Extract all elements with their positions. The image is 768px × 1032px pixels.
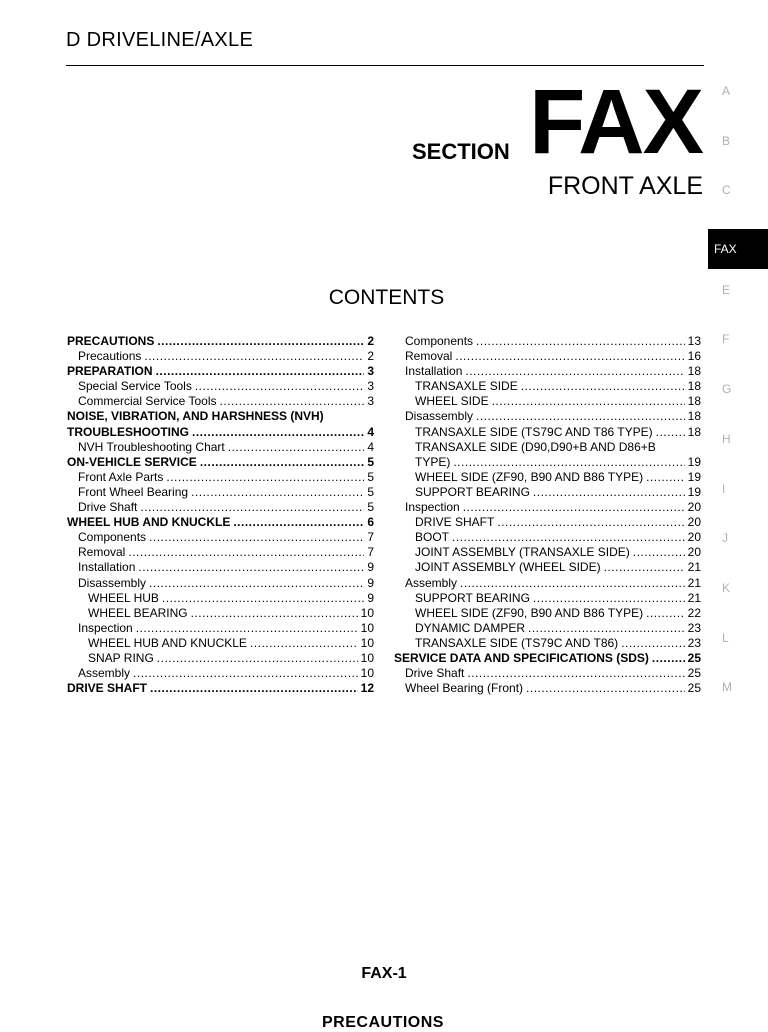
toc-entry-title: Disassembly	[78, 575, 147, 590]
toc-entry-page: 23	[687, 620, 701, 635]
toc-dot-leader	[646, 470, 685, 485]
toc-entry-page: 5	[367, 484, 374, 499]
header-title: D DRIVELINE/AXLE	[66, 29, 254, 51]
toc-entry-title: SUPPORT BEARING	[415, 590, 530, 605]
toc-entry[interactable]	[394, 545, 701, 560]
toc-dot-leader	[633, 545, 685, 560]
toc-entry[interactable]	[394, 440, 701, 455]
toc-entry-title: Assembly	[405, 575, 458, 590]
toc-entry[interactable]	[67, 394, 374, 409]
toc-entry-page: 21	[687, 590, 701, 605]
toc-dot-leader	[533, 485, 685, 500]
toc-entry-title: DYNAMIC DAMPER	[415, 620, 526, 635]
page-number: FAX-1	[361, 965, 407, 982]
toc-dot-leader	[133, 666, 358, 681]
toc-entry-title: Inspection	[78, 620, 133, 635]
toc-entry[interactable]	[67, 485, 374, 500]
toc-entry-page: 19	[687, 454, 701, 469]
toc-entry-title: BOOT	[415, 530, 450, 545]
toc-entry[interactable]	[67, 666, 374, 681]
toc-entry-page: 25	[687, 666, 701, 681]
toc-entry-page: 3	[367, 379, 374, 394]
toc-entry-title: WHEEL HUB AND KNUCKLE	[88, 635, 247, 650]
section-tab-h[interactable]: H	[722, 431, 731, 446]
toc-entry-title: WHEEL HUB AND KNUCKLE	[67, 515, 231, 530]
toc-dot-leader	[533, 591, 685, 606]
toc-entry-page: 13	[687, 334, 701, 348]
toc-dot-leader	[652, 651, 685, 666]
toc-entry-title: PRECAUTIONS	[67, 334, 155, 348]
contents-title: CONTENTS	[328, 286, 445, 309]
toc-entry[interactable]	[394, 576, 701, 591]
section-tab-m[interactable]: M	[722, 680, 732, 695]
toc-entry-page: 21	[687, 575, 701, 590]
toc-entry-title: SNAP RING	[88, 650, 154, 665]
toc-entry[interactable]	[394, 394, 701, 409]
section-index-tabs	[708, 80, 768, 726]
toc-dot-leader	[465, 364, 684, 379]
toc-entry-title: Precautions	[78, 349, 142, 364]
toc-dot-leader	[136, 621, 358, 636]
toc-entry[interactable]	[67, 379, 374, 394]
toc-entry[interactable]	[394, 500, 701, 515]
toc-entry-page: 18	[687, 409, 701, 424]
toc-entry-title: Commercial Service Tools	[78, 394, 217, 409]
toc-dot-leader	[157, 334, 364, 349]
toc-entry-page: 19	[687, 484, 701, 499]
toc-entry-page: 20	[687, 500, 701, 515]
toc-entry[interactable]	[67, 576, 374, 591]
toc-entry-title: JOINT ASSEMBLY (WHEEL SIDE)	[415, 560, 601, 575]
toc-dot-leader	[492, 394, 685, 409]
toc-entry-page: 23	[687, 635, 701, 650]
toc-entry[interactable]	[67, 500, 374, 515]
toc-entry-page: 10	[360, 620, 374, 635]
toc-entry-page: 10	[360, 635, 374, 650]
section-tab-g[interactable]: G	[722, 382, 732, 397]
toc-entry[interactable]	[394, 606, 701, 621]
toc-entry[interactable]	[67, 515, 374, 530]
toc-entry-page: 7	[367, 530, 374, 545]
toc-entry[interactable]	[394, 651, 701, 666]
toc-entry-page: 6	[367, 515, 374, 530]
toc-entry-title: JOINT ASSEMBLY (TRANSAXLE SIDE)	[415, 545, 630, 560]
toc-entry-title: Components	[78, 530, 147, 545]
toc-entry-page: 12	[360, 681, 374, 696]
toc-dot-leader	[191, 485, 364, 500]
toc-entry[interactable]	[67, 681, 374, 696]
toc-dot-leader	[604, 560, 685, 575]
toc-entry-title: DRIVE SHAFT	[415, 515, 495, 530]
toc-dot-leader	[233, 515, 364, 530]
section-title: FRONT AXLE	[547, 172, 703, 200]
toc-entry[interactable]	[394, 621, 701, 636]
toc-entry[interactable]	[394, 334, 701, 349]
toc-entry-title: WHEEL BEARING	[88, 605, 188, 620]
toc-entry-title: SERVICE DATA AND SPECIFICATIONS (SDS)	[394, 650, 649, 665]
toc-entry-title: TROUBLESHOOTING	[67, 424, 189, 439]
toc-entry-page: 2	[367, 349, 374, 364]
toc-entry-page: 21	[687, 560, 701, 575]
section-tab-fax[interactable]: FAX	[708, 229, 768, 269]
toc-entry-page: 25	[687, 681, 701, 696]
toc-dot-leader	[460, 576, 685, 591]
toc-entry-page: 4	[367, 424, 374, 439]
toc-entry-page: 9	[367, 590, 374, 605]
toc-entry-title: WHEEL SIDE (ZF90, B90 AND B86 TYPE)	[415, 605, 644, 620]
toc-left-column	[67, 334, 374, 696]
toc-dot-leader	[656, 425, 685, 440]
toc-entry-title: Drive Shaft	[405, 666, 465, 681]
toc-entry-page: 19	[687, 469, 701, 484]
toc-entry[interactable]	[67, 545, 374, 560]
toc-dot-leader	[452, 530, 685, 545]
toc-entry-title: Inspection	[405, 500, 460, 515]
toc-dot-leader	[463, 500, 685, 515]
toc-entry[interactable]	[394, 636, 701, 651]
toc-dot-leader	[453, 455, 684, 470]
toc-entry-title: Disassembly	[405, 409, 474, 424]
toc-dot-leader	[156, 364, 365, 379]
toc-entry[interactable]	[394, 470, 701, 485]
toc-dot-leader	[526, 681, 685, 696]
section-tab-b[interactable]: B	[722, 133, 731, 148]
section-tab-a[interactable]: A	[722, 84, 731, 98]
toc-entry[interactable]	[67, 455, 374, 470]
toc-entry-title: Special Service Tools	[78, 379, 192, 394]
toc-entry-page: 3	[367, 394, 374, 409]
section-tab-k[interactable]: K	[722, 580, 731, 595]
toc-dot-leader	[195, 379, 364, 394]
toc-entry[interactable]	[394, 515, 701, 530]
toc-entry-page: 22	[687, 605, 701, 620]
toc-entry-page: 16	[687, 349, 701, 364]
toc-entry[interactable]	[394, 425, 701, 440]
toc-entry[interactable]	[67, 349, 374, 364]
toc-entry-page: 4	[367, 439, 374, 454]
toc-entry-title: NOISE, VIBRATION, AND HARSHNESS (NVH)	[67, 409, 324, 424]
toc-entry[interactable]	[394, 485, 701, 500]
toc-dot-leader	[250, 636, 358, 651]
toc-entry-title: Front Axle Parts	[78, 469, 164, 484]
toc-dot-leader	[149, 530, 364, 545]
toc-entry-title: Components	[405, 334, 474, 348]
toc-entry-title: DRIVE SHAFT	[67, 681, 148, 696]
toc-entry-title: TRANSAXLE SIDE (D90,D90+B AND D86+B	[415, 439, 656, 454]
toc-dot-leader	[455, 349, 684, 364]
toc-entry[interactable]	[67, 364, 374, 379]
toc-dot-leader	[497, 515, 684, 530]
toc-entry[interactable]	[394, 591, 701, 606]
toc-entry-page: 9	[367, 575, 374, 590]
toc-dot-leader	[191, 606, 358, 621]
toc-entry-page: 18	[687, 364, 701, 379]
toc-dot-leader	[621, 636, 684, 651]
toc-entry-title: WHEEL HUB	[88, 590, 159, 605]
toc-entry-title: Removal	[405, 349, 453, 364]
toc-entry-page: 20	[687, 545, 701, 560]
toc-entry[interactable]	[67, 651, 374, 666]
toc-dot-leader	[192, 425, 364, 440]
toc-entry-title: Installation	[78, 560, 136, 575]
toc-entry-page: 7	[367, 545, 374, 560]
section-tab-e[interactable]: E	[722, 282, 731, 297]
toc-entry-page: 18	[687, 379, 701, 394]
toc-entry-page: 5	[367, 500, 374, 515]
toc-entry-page: 20	[687, 515, 701, 530]
toc-entry-title: TYPE)	[415, 454, 451, 469]
toc-entry-title: TRANSAXLE SIDE	[415, 379, 518, 394]
toc-entry[interactable]	[67, 606, 374, 621]
toc-dot-leader	[476, 334, 685, 349]
toc-entry[interactable]	[67, 530, 374, 545]
toc-dot-leader	[149, 576, 364, 591]
toc-dot-leader	[659, 440, 698, 455]
toc-entry-page: 18	[687, 394, 701, 409]
toc-entry[interactable]	[67, 621, 374, 636]
toc-entry[interactable]	[394, 455, 701, 470]
toc-entry-title: WHEEL SIDE	[415, 394, 489, 409]
toc-entry-page: 9	[367, 560, 374, 575]
toc-right-column	[394, 334, 701, 696]
toc-entry[interactable]	[394, 379, 701, 394]
toc-entry-title: NVH Troubleshooting Chart	[78, 439, 225, 454]
toc-entry-title: Removal	[78, 545, 126, 560]
toc-entry-page: 20	[687, 530, 701, 545]
toc-entry[interactable]	[394, 530, 701, 545]
toc-dot-leader	[646, 606, 685, 621]
section-tab-l[interactable]: L	[722, 630, 729, 645]
toc-entry[interactable]	[394, 560, 701, 575]
toc-entry-page: 10	[360, 666, 374, 681]
toc-dot-leader	[140, 500, 364, 515]
toc-dot-leader	[166, 470, 364, 485]
toc-entry-title: TRANSAXLE SIDE (TS79C AND T86 TYPE)	[415, 424, 653, 439]
toc-dot-leader	[521, 379, 685, 394]
toc-entry-page: 2	[367, 334, 374, 348]
toc-entry[interactable]	[67, 591, 374, 606]
toc-dot-leader	[467, 666, 684, 681]
toc-entry[interactable]	[67, 470, 374, 485]
toc-entry[interactable]	[67, 409, 374, 424]
toc-entry[interactable]	[394, 666, 701, 681]
toc-dot-leader	[220, 394, 365, 409]
toc-entry[interactable]	[394, 681, 701, 696]
toc-dot-leader	[528, 621, 685, 636]
toc-dot-leader	[476, 409, 685, 424]
toc-entry-page: 5	[367, 454, 374, 469]
toc-entry-title: TRANSAXLE SIDE (TS79C AND T86)	[415, 635, 619, 650]
toc-entry-title: Drive Shaft	[78, 500, 138, 515]
toc-entry[interactable]	[394, 364, 701, 379]
toc-entry[interactable]	[67, 440, 374, 455]
toc-dot-leader	[200, 455, 365, 470]
toc-entry-page: 5	[367, 469, 374, 484]
section-word: SECTION	[412, 139, 510, 164]
toc-entry-page: 10	[360, 650, 374, 665]
toc-entry-title: Wheel Bearing (Front)	[405, 681, 524, 696]
toc-entry[interactable]	[67, 425, 374, 440]
section-tab-i[interactable]: I	[722, 481, 726, 496]
section-tab-j[interactable]: J	[722, 531, 728, 546]
toc-dot-leader	[128, 545, 364, 560]
toc-entry[interactable]	[394, 409, 701, 424]
toc-entry[interactable]	[394, 349, 701, 364]
toc-entry-title: PREPARATION	[67, 364, 153, 379]
toc-entry-page: 25	[687, 650, 701, 665]
section-tab-f[interactable]: F	[722, 332, 730, 347]
section-tab-c[interactable]: C	[722, 183, 731, 198]
toc-entry[interactable]	[67, 560, 374, 575]
toc-dot-leader	[144, 349, 364, 364]
toc-entry-page: 3	[367, 364, 374, 379]
toc-dot-leader	[150, 681, 358, 696]
toc-entry-title: Front Wheel Bearing	[78, 484, 189, 499]
toc-entry-title: WHEEL SIDE (ZF90, B90 AND B86 TYPE)	[415, 469, 644, 484]
toc-dot-leader	[157, 651, 358, 666]
toc-entry-page: 10	[360, 605, 374, 620]
section-code: FAX	[529, 71, 702, 173]
toc-dot-leader	[138, 560, 364, 575]
toc-entry-title: Assembly	[78, 666, 131, 681]
toc-entry-title: Installation	[405, 364, 463, 379]
toc-dot-leader	[228, 440, 365, 455]
toc-entry-title: SUPPORT BEARING	[415, 484, 530, 499]
next-section-heading: PRECAUTIONS	[322, 1014, 444, 1031]
header-divider	[66, 65, 704, 66]
toc-entry[interactable]	[67, 334, 374, 349]
toc-entry-title: ON-VEHICLE SERVICE	[67, 454, 197, 469]
toc-entry[interactable]	[67, 636, 374, 651]
toc-dot-leader	[162, 591, 364, 606]
toc-dot-leader	[327, 409, 371, 424]
toc-entry-page: 18	[687, 424, 701, 439]
